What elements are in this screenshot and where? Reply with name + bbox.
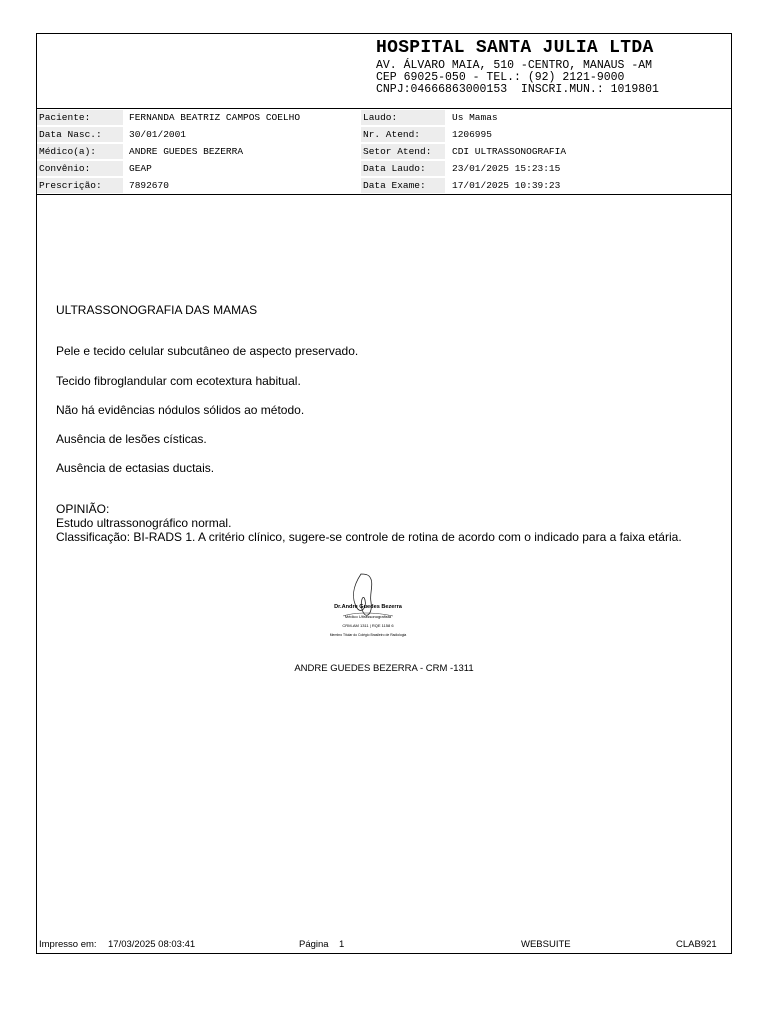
report-title: ULTRASSONOGRAFIA DAS MAMAS — [56, 303, 258, 317]
info-row — [37, 144, 731, 160]
stamp-crm: CRM-AM 1311 | RQE 1158 6 — [342, 623, 394, 628]
value-nr-atend: 1206995 — [452, 129, 492, 140]
stamp-name: Dr.Andre Guedes Bezerra — [334, 604, 402, 610]
value-paciente: FERNANDA BEATRIZ CAMPOS COELHO — [129, 112, 301, 123]
value-data-exame: 17/01/2025 10:39:23 — [452, 180, 561, 191]
value-convenio: GEAP — [129, 163, 152, 174]
label-prescricao: Prescrição: — [37, 178, 123, 193]
report-code: CLAB921 — [676, 939, 717, 950]
opinion-text: Estudo ultrassonográfico normal. — [56, 516, 232, 530]
value-medico: ANDRE GUEDES BEZERRA — [129, 146, 244, 157]
page-label: Página — [299, 939, 329, 950]
printed-label: Impresso em: — [39, 939, 97, 950]
opinion-label: OPINIÃO: — [56, 502, 110, 516]
label-paciente: Paciente: — [37, 110, 123, 125]
info-row — [37, 110, 731, 126]
signature-stamp — [323, 572, 413, 650]
value-data-laudo: 23/01/2025 15:23:15 — [452, 163, 561, 174]
label-data-nasc: Data Nasc.: — [37, 127, 123, 142]
patient-info-table — [37, 108, 731, 195]
report-frame — [36, 33, 732, 954]
stamp-role: Médico Ultrassonografista — [344, 614, 392, 619]
physician-name-line: ANDRE GUEDES BEZERRA - CRM -1311 — [294, 663, 474, 674]
label-convenio: Convênio: — [37, 161, 123, 176]
finding-item: Tecido fibroglandular com ecotextura habitual. — [56, 374, 301, 388]
page-number: 1 — [339, 939, 345, 950]
value-data-nasc: 30/01/2001 — [129, 129, 187, 140]
system-name: WEBSUITE — [521, 939, 571, 950]
finding-item: Pele e tecido celular subcutâneo de aspecto preservado. — [56, 344, 359, 358]
label-setor-atend: Setor Atend: — [361, 144, 445, 159]
finding-item: Ausência de ectasias ductais. — [56, 461, 215, 475]
label-laudo: Laudo: — [361, 110, 445, 125]
printed-datetime: 17/03/2025 08:03:41 — [108, 939, 196, 950]
info-row — [37, 127, 731, 143]
finding-item: Não há evidências nódulos sólidos ao método. — [56, 403, 305, 417]
label-nr-atend: Nr. Atend: — [361, 127, 445, 142]
finding-item: Ausência de lesões císticas. — [56, 432, 207, 446]
value-setor-atend: CDI ULTRASSONOGRAFIA — [452, 146, 567, 157]
classification-text: Classificação: BI-RADS 1. A critério clínico, sugere-se controle de rotina de acordo com o indicado para a faixa etária. — [56, 530, 682, 544]
label-data-exame: Data Exame: — [361, 178, 445, 193]
label-medico: Médico(a): — [37, 144, 123, 159]
cep-phone-line: CEP 69025-050 - TEL.: (92) 2121-9000 — [376, 71, 625, 84]
value-prescricao: 7892670 — [129, 180, 169, 191]
info-row — [37, 161, 731, 177]
value-laudo: Us Mamas — [452, 112, 498, 123]
info-row — [37, 178, 731, 194]
hospital-name: HOSPITAL SANTA JULIA LTDA — [376, 38, 654, 58]
header — [37, 34, 731, 109]
address-line: AV. ÁLVARO MAIA, 510 -CENTRO, MANAUS -AM — [376, 59, 653, 72]
label-data-laudo: Data Laudo: — [361, 161, 445, 176]
cnpj-line: CNPJ:04666863000153 INSCRI.MUN.: 1019801 — [376, 83, 659, 96]
stamp-membership: Membro Titular do Colégio Brasileiro de Radiologia — [329, 633, 407, 637]
